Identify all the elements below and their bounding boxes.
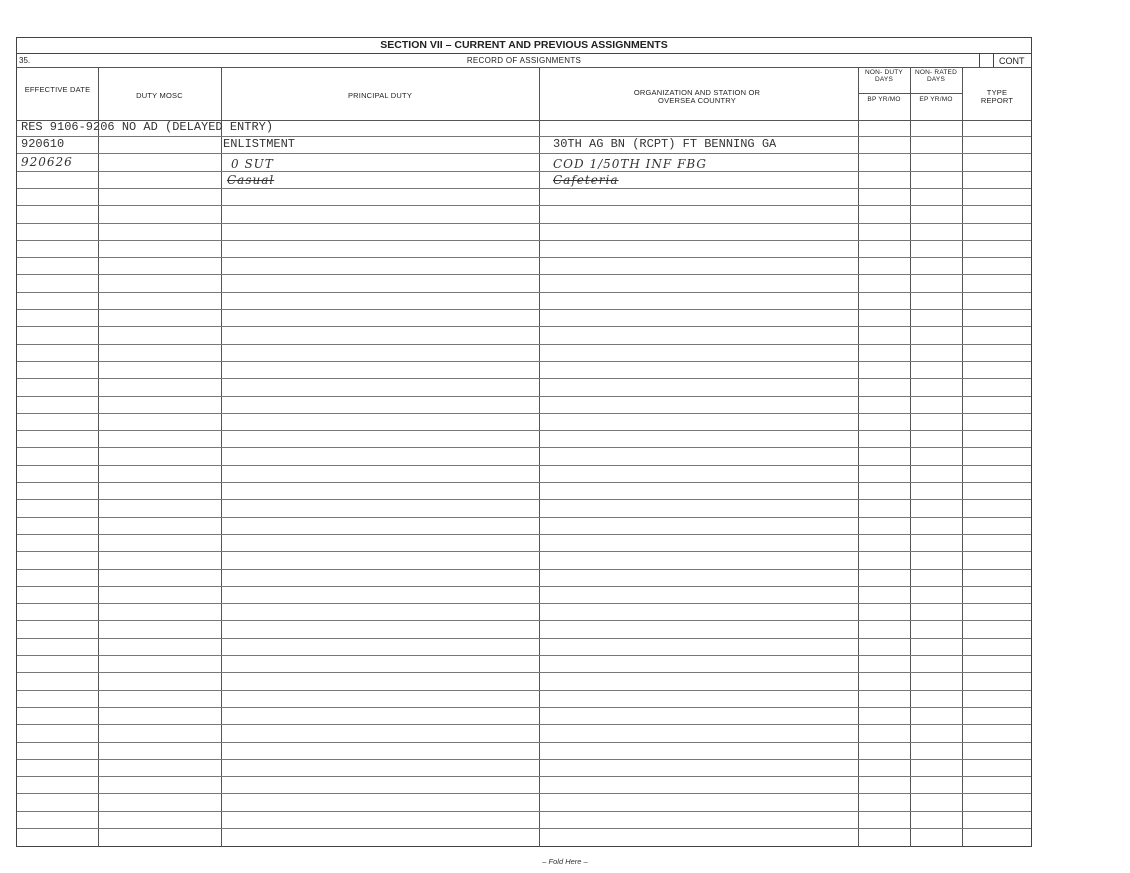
cont-label: CONT — [999, 56, 1025, 66]
header-duty-mosc: DUTY MOSC — [136, 91, 183, 100]
effective-date-cell: 920626 — [21, 155, 73, 169]
row-rule — [17, 447, 1031, 448]
column-divider — [910, 67, 911, 847]
row-rule — [17, 569, 1031, 570]
header-sub-rule — [910, 93, 962, 94]
row-rule — [17, 413, 1031, 414]
org-station-cell: 30TH AG BN (RCPT) FT BENNING GA — [553, 137, 777, 151]
record-title: RECORD OF ASSIGNMENTS — [466, 56, 582, 65]
item-number: 35. — [19, 56, 31, 65]
header-org-station: ORGANIZATION AND STATION OR OVERSEA COUNTRY — [633, 88, 761, 105]
row-rule — [17, 430, 1031, 431]
principal-duty-cell: Casual — [227, 173, 275, 187]
row-rule — [17, 326, 1031, 327]
fold-here-label: – Fold Here – — [542, 857, 588, 866]
row-rule — [17, 707, 1031, 708]
row-rule — [17, 153, 1031, 154]
header-bp: BP YR/MO — [867, 96, 901, 103]
row-rule — [17, 240, 1031, 241]
org-station-cell: Cafeteria — [553, 173, 619, 187]
row-rule — [17, 742, 1031, 743]
header-non-rated-days: NON- RATED DAYS — [915, 69, 957, 83]
column-divider — [539, 67, 540, 847]
cont-checkbox[interactable] — [979, 53, 994, 68]
column-divider — [962, 67, 963, 847]
row-rule — [17, 534, 1031, 535]
column-divider — [98, 67, 99, 847]
row-rule — [17, 672, 1031, 673]
row-rule — [17, 811, 1031, 812]
column-divider — [858, 67, 859, 847]
row-rule — [17, 586, 1031, 587]
row-rule — [17, 776, 1031, 777]
row-rule — [17, 724, 1031, 725]
row-rule — [17, 603, 1031, 604]
row-rule — [17, 499, 1031, 500]
column-divider — [221, 67, 222, 847]
row-rule — [17, 396, 1031, 397]
row-rule — [17, 188, 1031, 189]
org-station-cell: COD 1/50TH INF FBG — [553, 157, 708, 171]
row-rule — [17, 378, 1031, 379]
row-rule — [17, 223, 1031, 224]
header-effective-date: EFFECTIVE DATE — [24, 85, 91, 94]
row-rule — [17, 793, 1031, 794]
header-non-duty-days: NON- DUTY DAYS — [865, 69, 903, 83]
row-rule — [17, 828, 1031, 829]
row-rule — [17, 274, 1031, 275]
row-rule — [17, 205, 1031, 206]
row-rule — [17, 655, 1031, 656]
effective-date-cell: 920610 — [21, 137, 65, 151]
row-rule — [17, 309, 1031, 310]
section-title: SECTION VII – CURRENT AND PREVIOUS ASSIGNMENTS — [17, 38, 1031, 54]
row-rule — [17, 690, 1031, 691]
row-rule — [17, 171, 1031, 172]
row-rule — [17, 361, 1031, 362]
entry-note-line: RES 9106-9206 NO AD (DELAYED ENTRY) — [21, 120, 274, 134]
row-rule — [17, 344, 1031, 345]
row-rule — [17, 517, 1031, 518]
row-rule — [17, 551, 1031, 552]
principal-duty-cell: 0 SUT — [231, 157, 274, 171]
header-sub-rule — [858, 93, 910, 94]
row-rule — [17, 482, 1031, 483]
header-ep: EP YR/MO — [919, 96, 953, 103]
assignments-form — [16, 37, 1032, 847]
row-rule — [17, 759, 1031, 760]
row-rule — [17, 465, 1031, 466]
row-rule — [17, 620, 1031, 621]
header-top-rule — [17, 67, 1031, 68]
header-principal-duty: PRINCIPAL DUTY — [347, 91, 413, 100]
principal-duty-cell: ENLISTMENT — [223, 137, 296, 151]
row-rule — [17, 638, 1031, 639]
row-rule — [17, 136, 1031, 137]
row-rule — [17, 257, 1031, 258]
row-rule — [17, 292, 1031, 293]
header-type-report: TYPE REPORT — [980, 88, 1014, 105]
